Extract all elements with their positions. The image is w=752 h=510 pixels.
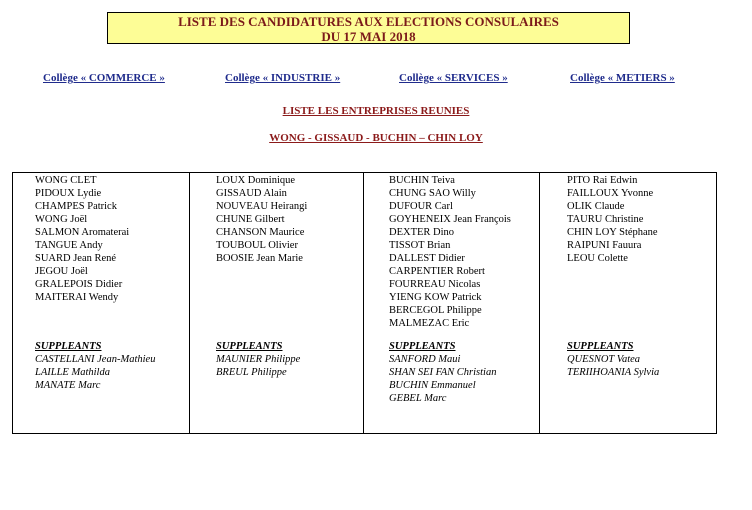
candidate-name: PITO Rai Edwin bbox=[567, 175, 638, 186]
candidate-name: LOUX Dominique bbox=[216, 175, 296, 186]
candidate-name: FOURREAU Nicolas bbox=[389, 279, 481, 290]
suppleant-name: TERIIHOANIA Sylvia bbox=[567, 367, 660, 378]
candidate-name: CHAMPES Patrick bbox=[35, 201, 117, 212]
candidate-name: WONG Joël bbox=[35, 214, 88, 225]
candidate-name: SUARD Jean René bbox=[35, 253, 117, 264]
candidate-name: JEGOU Joël bbox=[35, 266, 88, 277]
suppleant-name: CASTELLANI Jean-Mathieu bbox=[35, 354, 156, 365]
column-services bbox=[363, 173, 539, 433]
suppleant-name: BUCHIN Emmanuel bbox=[389, 380, 476, 391]
list-label: LISTE LES ENTREPRISES REUNIES bbox=[282, 105, 470, 117]
candidate-name: TISSOT Brian bbox=[389, 240, 451, 251]
suppleants-heading: SUPPLEANTS bbox=[389, 341, 456, 352]
candidate-name: TOUBOUL Olivier bbox=[216, 240, 298, 251]
candidate-name: CHUNE Gilbert bbox=[216, 214, 285, 225]
title-line-2: DU 17 MAI 2018 bbox=[321, 29, 416, 44]
candidate-name: TANGUE Andy bbox=[35, 240, 103, 251]
candidate-name: YIENG KOW Patrick bbox=[389, 292, 482, 303]
suppleant-name: MANATE Marc bbox=[35, 380, 101, 391]
candidate-name: DUFOUR Carl bbox=[389, 201, 453, 212]
candidate-name: TAURU Christine bbox=[567, 214, 644, 225]
candidate-name: GRALEPOIS Didier bbox=[35, 279, 123, 290]
titulaires-list bbox=[216, 174, 363, 340]
candidate-name: DALLEST Didier bbox=[389, 253, 465, 264]
candidate-name: GISSAUD Alain bbox=[216, 188, 287, 199]
candidate-name: DEXTER Dino bbox=[389, 227, 455, 238]
list-heads: WONG - GISSAUD - BUCHIN – CHIN LOY bbox=[269, 132, 483, 144]
college-services-link[interactable]: Collège « SERVICES » bbox=[399, 72, 508, 84]
candidate-name: CARPENTIER Robert bbox=[389, 266, 485, 277]
candidate-name: FAILLOUX Yvonne bbox=[567, 188, 654, 199]
title-line-1: LISTE DES CANDIDATURES AUX ELECTIONS CONSULAIRES bbox=[178, 14, 559, 29]
candidate-name: NOUVEAU Heirangi bbox=[216, 201, 308, 212]
candidate-name: BUCHIN Teiva bbox=[389, 175, 455, 186]
candidate-name: BOOSIE Jean Marie bbox=[216, 253, 303, 264]
suppleant-name: MAUNIER Philippe bbox=[216, 354, 301, 365]
suppleant-name: QUESNOT Vatea bbox=[567, 354, 641, 365]
column-industrie bbox=[189, 173, 363, 433]
suppleant-name: LAILLE Mathilda bbox=[35, 367, 110, 378]
candidate-name: WONG CLET bbox=[35, 175, 97, 186]
titulaires-list bbox=[35, 174, 189, 340]
titulaires-list bbox=[567, 174, 716, 340]
suppleant-name: SANFORD Maui bbox=[389, 354, 461, 365]
candidate-name: BERCEGOL Philippe bbox=[389, 305, 482, 316]
suppleant-name: SHAN SEI FAN Christian bbox=[389, 367, 497, 378]
candidate-name: LEOU Colette bbox=[567, 253, 628, 264]
candidate-name: RAIPUNI Fauura bbox=[567, 240, 642, 251]
column-commerce bbox=[13, 173, 189, 433]
college-commerce-link[interactable]: Collège « COMMERCE » bbox=[43, 72, 165, 84]
candidate-name: MALMEZAC Eric bbox=[389, 318, 470, 329]
suppleant-name: GEBEL Marc bbox=[389, 393, 447, 404]
candidate-name: MAITERAI Wendy bbox=[35, 292, 119, 303]
college-industrie-link[interactable]: Collège « INDUSTRIE » bbox=[225, 72, 341, 84]
candidate-name: SALMON Aromaterai bbox=[35, 227, 130, 238]
candidate-name: OLIK Claude bbox=[567, 201, 625, 212]
candidate-name: CHANSON Maurice bbox=[216, 227, 305, 238]
candidate-name: GOYHENEIX Jean François bbox=[389, 214, 511, 225]
candidate-name: CHUNG SAO Willy bbox=[389, 188, 476, 199]
column-metiers bbox=[539, 173, 716, 433]
suppleant-name: BREUL Philippe bbox=[216, 367, 287, 378]
suppleants-heading: SUPPLEANTS bbox=[35, 341, 102, 352]
document-title-box bbox=[107, 12, 630, 44]
college-metiers-link[interactable]: Collège « METIERS » bbox=[570, 72, 675, 84]
candidates-table bbox=[12, 172, 717, 434]
candidate-name: PIDOUX Lydie bbox=[35, 188, 102, 199]
candidate-name: CHIN LOY Stéphane bbox=[567, 227, 658, 238]
suppleants-heading: SUPPLEANTS bbox=[216, 341, 283, 352]
titulaires-list bbox=[389, 174, 539, 340]
suppleants-heading: SUPPLEANTS bbox=[567, 341, 634, 352]
